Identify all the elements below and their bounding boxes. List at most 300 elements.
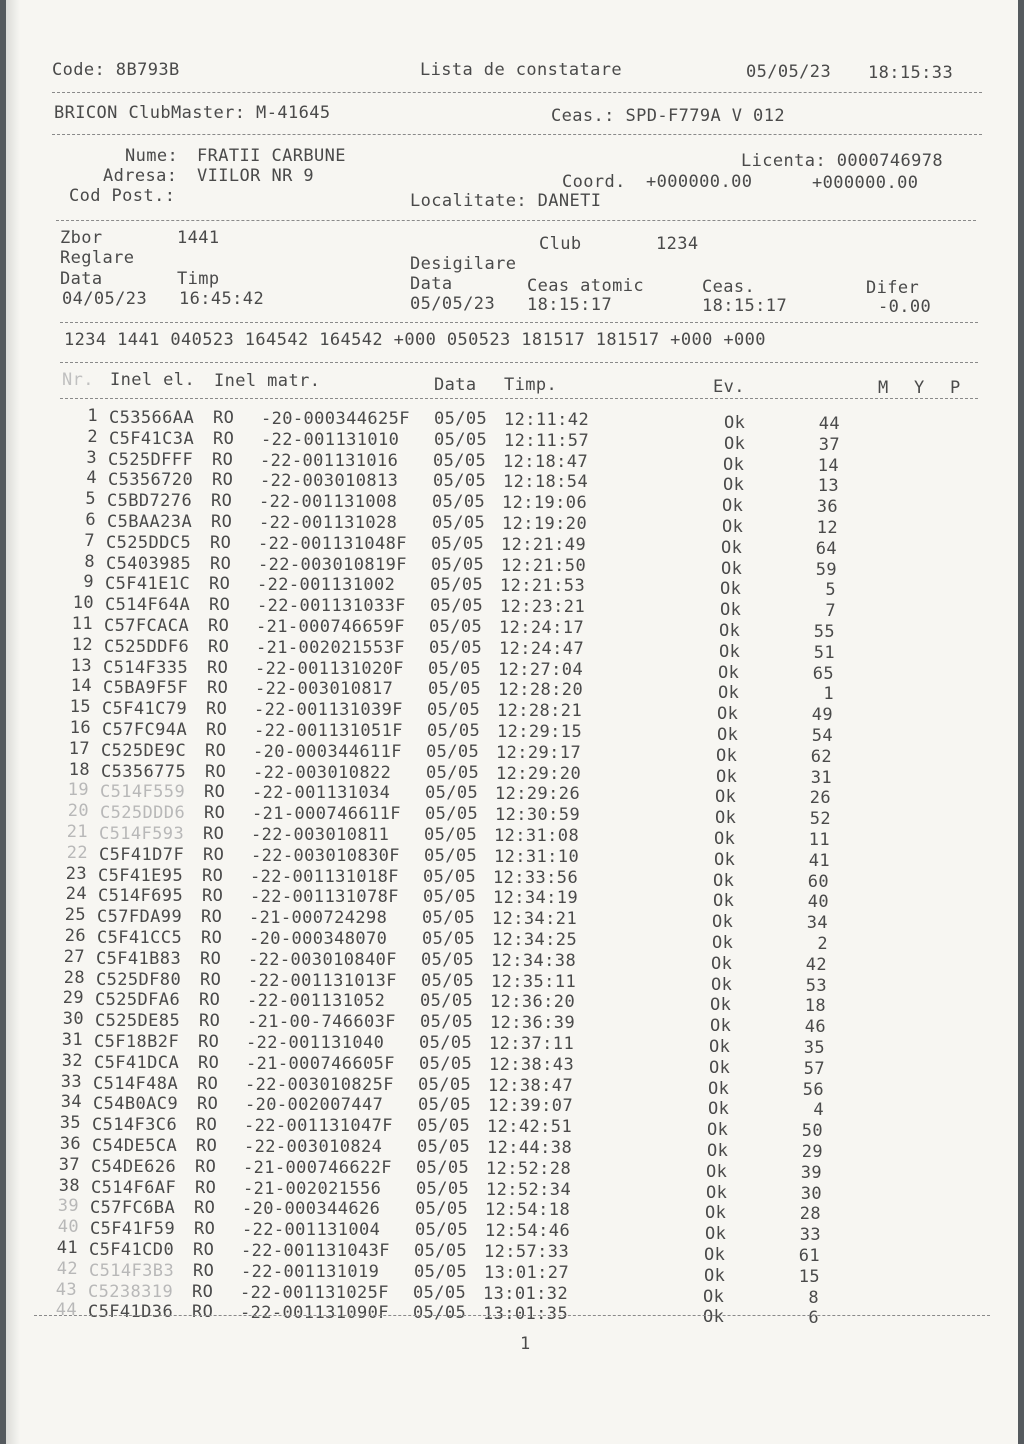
country-code: RO [203, 844, 225, 865]
time-mark: 30 [800, 1183, 822, 1204]
ring-number: -21-000746659F [256, 617, 405, 637]
ring-electronic: C5F41E95 [98, 865, 184, 886]
table-row [0, 1196, 987, 1225]
row-number: 2 [87, 426, 98, 447]
row-number: 20 [67, 801, 89, 822]
event-status: Ok [718, 662, 740, 683]
col-ring-number: Inel matr. [214, 371, 321, 391]
divider [52, 134, 982, 135]
event-status: Ok [711, 974, 733, 995]
event-status: Ok [715, 808, 737, 829]
table-row [0, 738, 998, 767]
time-mark: 55 [813, 622, 835, 642]
club-number: 1234 [656, 234, 699, 254]
col-time: Timp. [504, 375, 558, 395]
difference-label: Difer [866, 278, 920, 298]
ring-electronic: C514F48A [93, 1073, 179, 1094]
ring-electronic: C5F41D7F [99, 844, 185, 865]
time-mark: 28 [799, 1204, 821, 1225]
time-mark: 60 [807, 871, 829, 892]
unsealing-label: Desigilare [410, 254, 517, 274]
arrival-date: 05/05 [420, 1012, 474, 1033]
ring-electronic: C5403985 [106, 553, 192, 574]
arrival-time: 12:34:25 [492, 930, 578, 950]
time-mark: 4 [813, 1100, 824, 1121]
ring-electronic: C5F41C79 [102, 699, 188, 720]
row-number: 30 [62, 1009, 84, 1030]
arrival-date: 05/05 [413, 1303, 467, 1324]
table-row [0, 1279, 985, 1308]
ring-number: -22-001131043F [241, 1241, 390, 1261]
row-number: 27 [63, 946, 85, 967]
ring-electronic: C514F3B3 [89, 1260, 175, 1281]
ring-electronic: C525DDD6 [100, 803, 186, 824]
ring-electronic: C525DE9C [101, 740, 187, 761]
ring-number: -21-00-746603F [247, 1012, 396, 1033]
row-number: 31 [61, 1030, 83, 1050]
arrival-date: 05/05 [429, 637, 483, 658]
time-mark: 29 [801, 1142, 823, 1162]
table-row [0, 718, 999, 746]
time-mark: 57 [803, 1058, 825, 1079]
time-mark: 2 [817, 934, 828, 954]
ring-electronic: C525DDF6 [104, 636, 190, 657]
country-code: RO [202, 865, 224, 886]
time-mark: 1 [823, 684, 834, 705]
event-status: Ok [707, 1141, 729, 1161]
setting-date: 04/05/23 [62, 289, 148, 309]
ring-number: -22-001131018F [250, 866, 399, 887]
time-mark: 15 [798, 1266, 820, 1287]
event-status: Ok [721, 537, 743, 558]
table-row [0, 967, 993, 996]
owner-address-label: Adresa: [103, 166, 178, 186]
arrival-date: 05/05 [432, 492, 486, 513]
ring-electronic: C5356720 [108, 470, 194, 491]
table-row [0, 676, 1000, 705]
ring-number: -22-001131051F [254, 721, 403, 741]
arrival-date: 05/05 [427, 721, 481, 741]
row-number: 13 [70, 655, 92, 676]
difference-value: -0.00 [878, 297, 932, 317]
row-number: 12 [71, 634, 93, 655]
ring-electronic: C514F559 [100, 782, 186, 803]
atomic-clock-time: 18:15:17 [527, 295, 613, 315]
arrival-time: 12:18:54 [503, 472, 589, 493]
event-status: Ok [721, 558, 743, 579]
ring-number: -22-001131090F [240, 1303, 389, 1324]
arrival-date: 05/05 [425, 804, 479, 825]
arrival-date: 05/05 [424, 825, 478, 845]
arrival-date: 05/05 [419, 1033, 473, 1053]
row-number: 15 [69, 697, 91, 718]
arrival-date: 05/05 [431, 554, 485, 575]
arrival-date: 05/05 [433, 471, 487, 492]
time-mark: 65 [812, 663, 834, 684]
table-row [3, 551, 1003, 580]
arrival-time: 12:57:33 [484, 1242, 570, 1262]
ring-number: -22-001131004 [242, 1220, 381, 1241]
country-code: RO [206, 699, 228, 720]
country-code: RO [204, 782, 226, 803]
arrival-date: 05/05 [420, 991, 474, 1012]
arrival-date: 05/05 [419, 1053, 473, 1074]
table-row [5, 447, 1005, 476]
ring-electronic: C525DE85 [95, 1011, 181, 1032]
country-code: RO [210, 553, 232, 574]
arrival-time: 12:37:11 [489, 1034, 575, 1054]
event-status: Ok [723, 454, 745, 475]
ring-electronic: C57FC94A [102, 720, 188, 740]
arrival-time: 12:29:20 [496, 763, 582, 784]
event-status: Ok [711, 953, 733, 974]
country-code: RO [213, 408, 235, 428]
country-code: RO [200, 948, 222, 969]
ring-electronic: C5F41F59 [90, 1219, 176, 1240]
time-mark: 36 [816, 497, 838, 518]
arrival-time: 12:21:50 [501, 555, 587, 576]
coord-x: +000000.00 [646, 172, 753, 192]
time-mark: 51 [813, 642, 835, 663]
row-number: 43 [55, 1279, 77, 1300]
event-status: Ok [714, 849, 736, 870]
table-row [5, 468, 1005, 497]
arrival-time: 12:36:20 [490, 992, 576, 1013]
col-p: P [950, 378, 961, 398]
arrival-date: 05/05 [425, 783, 479, 804]
country-code: RO [212, 470, 234, 491]
row-number: 22 [66, 842, 88, 863]
table-row [6, 406, 1006, 434]
arrival-date: 05/05 [423, 866, 477, 887]
time-mark: 13 [817, 476, 839, 497]
flight-number: 1441 [177, 228, 220, 248]
arrival-time: 12:31:08 [494, 826, 580, 846]
table-row [0, 1071, 990, 1100]
postal-code-label: Cod Post.: [69, 186, 176, 206]
row-number: 17 [68, 738, 90, 759]
printed-sheet [6, 0, 1018, 1444]
time-mark: 42 [805, 954, 827, 975]
time-mark: 54 [811, 726, 833, 746]
country-code: RO [206, 720, 228, 740]
time-mark: 40 [807, 892, 829, 913]
owner-name-label: Nume: [125, 146, 179, 166]
arrival-time: 13:01:27 [484, 1262, 570, 1283]
arrival-time: 12:29:26 [495, 784, 581, 805]
time-mark: 39 [800, 1162, 822, 1183]
arrival-date: 05/05 [417, 1137, 471, 1157]
arrival-date: 05/05 [418, 1095, 472, 1116]
table-row [0, 863, 995, 892]
ring-number: -22-001131033F [257, 596, 406, 617]
arrival-time: 12:19:20 [502, 514, 588, 534]
arrival-time: 12:24:47 [499, 638, 585, 659]
arrival-date: 05/05 [414, 1261, 468, 1282]
country-code: RO [212, 449, 234, 470]
arrival-time: 12:54:18 [485, 1200, 571, 1221]
row-number: 40 [57, 1217, 79, 1238]
ring-number: -22-001131002 [257, 575, 396, 596]
arrival-date: 05/05 [434, 429, 488, 450]
ring-electronic: C514F3C6 [92, 1115, 178, 1136]
row-number: 4 [86, 468, 97, 489]
arrival-date: 05/05 [427, 700, 481, 721]
ring-electronic: C514F593 [99, 824, 185, 844]
license: Licenta: 0000746978 [741, 151, 944, 171]
arrival-time: 12:39:07 [488, 1096, 574, 1117]
arrival-date: 05/05 [415, 1199, 469, 1220]
table-row [0, 697, 999, 726]
country-code: RO [192, 1281, 214, 1302]
ring-electronic: C5F41C3A [109, 428, 195, 449]
arrival-date: 05/05 [418, 1074, 472, 1095]
owner-name: FRATII CARBUNE [197, 146, 346, 166]
arrival-time: 12:30:59 [495, 805, 581, 826]
clock-label: Ceas. [702, 277, 756, 297]
country-code: RO [202, 886, 224, 907]
arrival-time: 12:52:28 [486, 1158, 572, 1179]
country-code: RO [209, 595, 231, 616]
arrival-date: 05/05 [421, 949, 475, 970]
event-status: Ok [709, 1037, 731, 1057]
country-code: RO [198, 1032, 220, 1052]
ring-electronic: C5238319 [88, 1281, 174, 1302]
table-row [2, 593, 1002, 622]
ring-electronic: C5F41D36 [88, 1302, 174, 1323]
country-code: RO [199, 990, 221, 1011]
table-row [0, 926, 994, 954]
table-row [4, 489, 1004, 518]
event-status: Ok [713, 891, 735, 912]
table-row [0, 822, 996, 850]
event-status: Ok [705, 1224, 727, 1245]
country-code: RO [208, 636, 230, 657]
row-number: 42 [56, 1258, 78, 1279]
setting-label: Reglare [60, 248, 135, 268]
row-number: 25 [64, 905, 86, 926]
code-line: 1234 1441 040523 164542 164542 +000 050523 181517 181517 +000 +000 [64, 330, 766, 350]
time-mark: 12 [816, 518, 838, 538]
table-row [0, 759, 998, 788]
ring-electronic: C54DE5CA [92, 1136, 178, 1156]
row-number: 7 [84, 530, 95, 551]
ring-number: -22-001131052 [247, 991, 386, 1012]
country-code: RO [196, 1136, 218, 1156]
table-row [1, 614, 1001, 642]
time-mark: 53 [805, 975, 827, 996]
event-status: Ok [704, 1265, 726, 1286]
country-code: RO [197, 1073, 219, 1094]
time-mark: 64 [815, 538, 837, 559]
col-ring-electronic: Inel el. [110, 370, 196, 390]
event-status: Ok [714, 829, 736, 849]
arrival-date: 05/05 [431, 533, 485, 554]
table-row [0, 1050, 991, 1079]
col-date: Data [434, 375, 477, 395]
divider [52, 92, 982, 93]
col-y: Y [914, 378, 925, 398]
arrival-date: 05/05 [422, 908, 476, 929]
country-code: RO [213, 428, 235, 449]
arrival-date: 05/05 [433, 450, 487, 471]
time-mark: 52 [809, 809, 831, 830]
ring-electronic: C514F64A [105, 595, 191, 616]
country-code: RO [199, 1011, 221, 1032]
table-row [1, 634, 1001, 663]
ring-number: -22-001131039F [254, 700, 403, 721]
coord-y: +000000.00 [812, 173, 919, 193]
country-code: RO [204, 803, 226, 824]
table-row [0, 1175, 988, 1204]
time-mark: 33 [799, 1225, 821, 1246]
event-status: Ok [719, 641, 741, 662]
arrival-date: 05/05 [432, 513, 486, 533]
ring-electronic: C5BD7276 [107, 491, 193, 512]
arrival-time: 12:27:04 [498, 659, 584, 680]
country-code: RO [193, 1260, 215, 1281]
ring-electronic: C525DDC5 [106, 532, 192, 553]
row-number: 26 [64, 926, 86, 946]
divider [56, 220, 976, 221]
ring-number: -21-000724298 [249, 908, 388, 929]
time-mark: 49 [811, 705, 833, 726]
arrival-time: 12:34:21 [492, 909, 578, 930]
row-number: 11 [71, 614, 93, 634]
country-code: RO [196, 1115, 218, 1136]
row-number: 1 [87, 406, 98, 426]
table-row [2, 572, 1002, 601]
unsealing-date: 05/05/23 [410, 294, 496, 314]
event-status: Ok [717, 704, 739, 725]
ring-number: -22-003010811 [251, 825, 390, 845]
ring-electronic: C57FC6BA [90, 1198, 176, 1219]
divider [60, 362, 978, 363]
arrival-date: 05/05 [429, 617, 483, 637]
country-code: RO [211, 491, 233, 512]
event-status: Ok [703, 1286, 725, 1307]
table-row [0, 1009, 992, 1038]
table-row [6, 426, 1006, 455]
report-title: Lista de constatare [420, 60, 623, 80]
event-status: Ok [712, 933, 734, 953]
divider [60, 398, 978, 399]
table-row [0, 1030, 991, 1058]
row-number: 35 [59, 1113, 81, 1134]
country-code: RO [194, 1219, 216, 1240]
table-row [0, 655, 1000, 684]
arrival-time: 12:29:17 [496, 742, 582, 763]
table-row [0, 1300, 985, 1329]
event-status: Ok [706, 1161, 728, 1182]
arrival-time: 12:11:57 [504, 430, 590, 451]
event-status: Ok [719, 621, 741, 641]
arrival-date: 05/05 [414, 1241, 468, 1261]
owner-address: VIILOR NR 9 [197, 166, 314, 186]
country-code: RO [207, 657, 229, 678]
row-number: 33 [60, 1071, 82, 1092]
row-number: 8 [84, 551, 95, 572]
arrival-date: 05/05 [428, 679, 482, 700]
arrival-time: 12:34:38 [491, 950, 577, 971]
ring-number: -22-001131008 [259, 492, 398, 513]
arrival-date: 05/05 [421, 970, 475, 991]
ring-number: -21-002021553F [256, 637, 405, 658]
arrival-time: 12:33:56 [493, 867, 579, 888]
arrival-time: 12:38:47 [488, 1075, 574, 1096]
event-status: Ok [722, 517, 744, 537]
arrival-date: 05/05 [417, 1116, 471, 1137]
ring-electronic: C525DFA6 [95, 990, 181, 1011]
ring-electronic: C53566AA [109, 408, 195, 428]
country-code: RO [197, 1094, 219, 1115]
event-status: Ok [710, 995, 732, 1016]
ring-number: -22-003010819F [258, 554, 407, 575]
event-status: Ok [707, 1120, 729, 1141]
arrival-time: 12:28:21 [497, 701, 583, 722]
row-number: 29 [62, 988, 84, 1009]
col-nr: Nr. [62, 370, 94, 390]
ring-electronic: C525DFFF [108, 449, 194, 470]
table-row [0, 1238, 986, 1266]
setting-time-label: Timp [177, 269, 220, 289]
arrival-time: 13:01:35 [483, 1304, 569, 1325]
arrival-time: 12:23:21 [500, 597, 586, 618]
arrival-time: 12:31:10 [494, 846, 580, 867]
country-code: RO [205, 740, 227, 761]
event-status: Ok [710, 1016, 732, 1037]
arrival-time: 12:11:42 [504, 410, 590, 430]
event-status: Ok [724, 433, 746, 454]
event-status: Ok [716, 766, 738, 787]
col-m: M [878, 378, 889, 398]
event-status: Ok [709, 1057, 731, 1078]
event-status: Ok [715, 787, 737, 808]
ring-number: -20-000348070 [249, 929, 388, 949]
event-status: Ok [722, 496, 744, 517]
time-mark: 37 [818, 434, 840, 455]
arrival-time: 12:54:46 [485, 1221, 571, 1242]
time-mark: 7 [825, 601, 836, 622]
row-number: 19 [67, 780, 89, 801]
row-number: 14 [70, 676, 92, 697]
event-status: Ok [723, 475, 745, 496]
time-mark: 44 [818, 414, 840, 434]
event-status: Ok [716, 745, 738, 766]
ring-number: -22-001131078F [250, 887, 399, 908]
arrival-time: 12:36:39 [490, 1013, 576, 1034]
country-code: RO [208, 616, 230, 636]
arrival-time: 12:34:19 [493, 888, 579, 909]
event-status: Ok [712, 912, 734, 933]
arrival-time: 12:42:51 [487, 1117, 573, 1138]
time-mark: 46 [804, 1017, 826, 1038]
time-mark: 56 [802, 1079, 824, 1100]
table-row [0, 1113, 989, 1142]
time-mark: 59 [815, 559, 837, 580]
ring-number: -22-001131019 [241, 1261, 380, 1282]
ring-electronic: C5BAA23A [107, 512, 193, 532]
time-mark: 11 [808, 830, 830, 850]
unsealing-date-label: Data [410, 274, 453, 294]
time-mark: 18 [804, 996, 826, 1017]
arrival-date: 05/05 [430, 575, 484, 596]
time-mark: 8 [808, 1287, 819, 1308]
ring-electronic: C5F41DCA [94, 1052, 180, 1073]
arrival-date: 05/05 [424, 845, 478, 866]
ring-electronic: C54DE626 [91, 1156, 177, 1177]
flight-label: Zbor [60, 228, 103, 248]
